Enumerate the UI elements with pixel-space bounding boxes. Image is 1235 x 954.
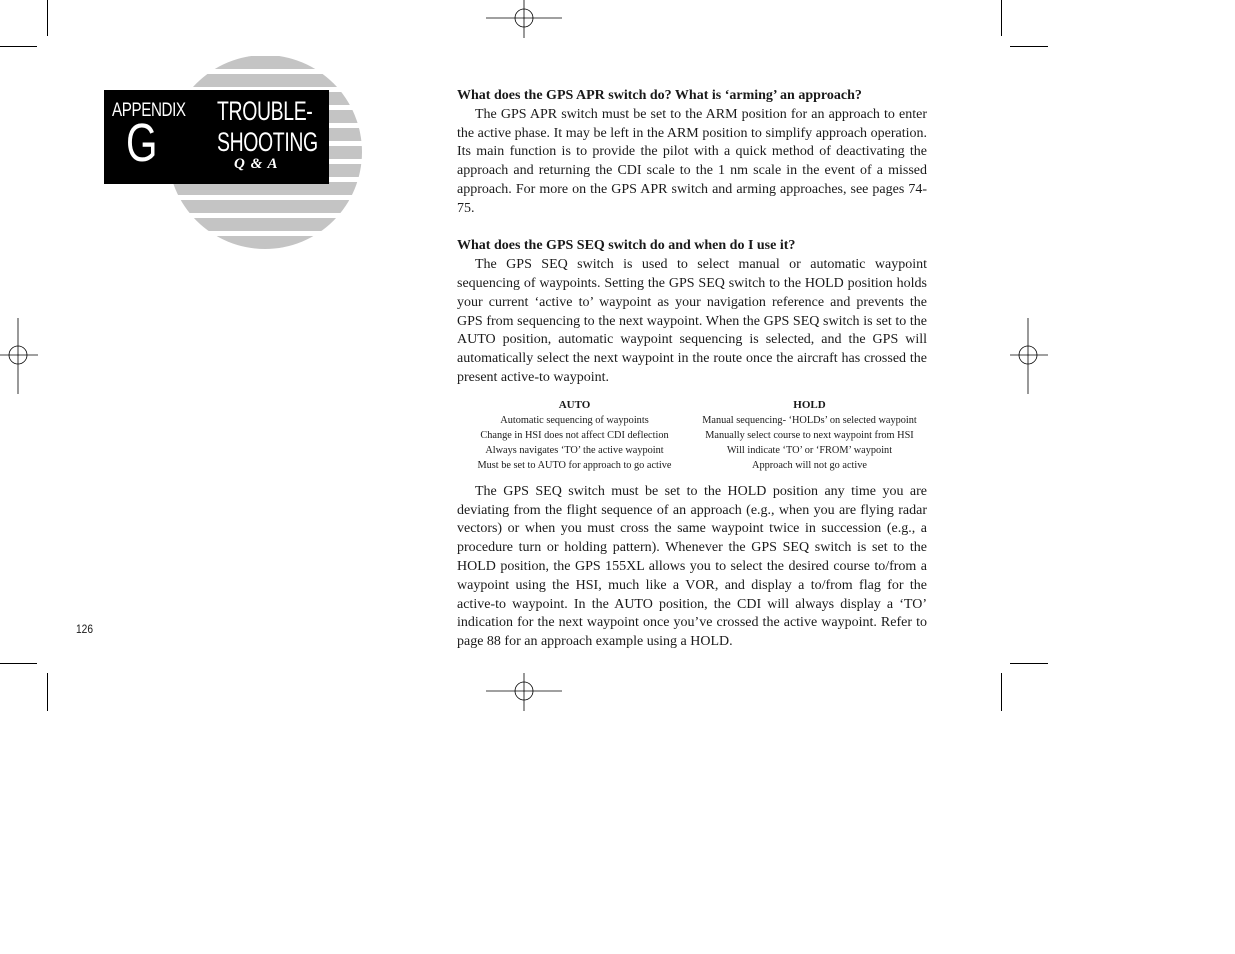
page-number: 126: [76, 622, 94, 636]
appendix-letter: G: [126, 113, 158, 173]
table-row: Change in HSI does not affect CDI deflection: [480, 429, 669, 441]
section-title-line-1: TROUBLE-: [217, 96, 313, 126]
registration-mark-icon: [0, 318, 38, 394]
registration-mark-icon: [486, 0, 562, 38]
crop-mark: [47, 673, 48, 711]
registration-mark-icon: [1010, 318, 1048, 394]
registration-mark-icon: [486, 673, 562, 711]
answer-paragraph: The GPS APR switch must be set to the ARM position for an approach to enter the active phase. It may be left in the ARM position to simplify approach operation. Its main function is to provide the pilot with a quick method of deactivating the approach and returning the CDI scale to the 1 nm scale in the event of a missed approach. For more on the GPS APR switch and arming approaches, see pages 74-75.: [457, 106, 927, 216]
table-row: Approach will not go active: [752, 459, 867, 471]
section-subtitle: Q & A: [234, 156, 279, 172]
section-title-line-2: SHOOTING: [217, 127, 318, 157]
table-row: Automatic sequencing of waypoints: [500, 414, 649, 426]
table-row: Manually select course to next waypoint from HSI: [705, 429, 914, 441]
closing-paragraph: The GPS SEQ switch must be set to the HOLD position any time you are deviating from the flight sequence of an approach (e.g., when you are flying radar vectors) or when you must cross the same waypoint twice in succession (e.g., a procedure turn or holding pattern). Whenever the GPS SEQ switch is set to the HOLD position, the GPS 155XL allows you to select the desired course to/from a waypoint using the HSI, much like a VOR, and display a to/from flag for the active-to waypoint. In the AUTO position, the CDI will always display a ‘TO’ indication for the next waypoint once you’ve crossed the active waypoint. Refer to page 88 for an approach example using a HOLD.: [457, 483, 927, 650]
hold-heading: HOLD: [793, 398, 826, 411]
crop-mark: [1010, 46, 1048, 47]
hold-column: [692, 398, 927, 473]
table-row: Always navigates ‘TO’ the active waypoint: [485, 444, 664, 456]
answer-paragraph: The GPS SEQ switch is used to select manual or automatic waypoint sequencing of waypoints. Setting the GPS SEQ switch to the HOLD position holds your current ‘active to’ waypoint as your navigation reference and prevents the GPS from sequencing to the next waypoint. When the GPS SEQ switch is set to the AUTO position, automatic waypoint sequencing is selected, and the GPS will automatically select the next waypoint in the route once the aircraft has crossed the present active-to waypoint.: [457, 257, 927, 385]
question-heading: What does the GPS APR switch do? What is ‘arming’ an approach?: [457, 88, 862, 103]
crop-mark: [0, 663, 37, 664]
crop-mark: [1001, 673, 1002, 711]
auto-heading: AUTO: [558, 398, 591, 411]
main-content: [457, 87, 927, 652]
table-row: Must be set to AUTO for approach to go active: [477, 459, 672, 471]
crop-mark: [1001, 0, 1002, 36]
table-row: Will indicate ‘TO’ or ‘FROM’ waypoint: [726, 444, 893, 456]
comparison-table: [457, 398, 927, 473]
table-row: Manual sequencing- ‘HOLDs’ on selected waypoint: [702, 414, 917, 426]
appendix-tab: [104, 90, 329, 184]
crop-mark: [0, 46, 37, 47]
crop-mark: [1010, 663, 1048, 664]
crop-mark: [47, 0, 48, 36]
question-heading: What does the GPS SEQ switch do and when do I use it?: [457, 238, 796, 254]
appendix-label: APPENDIX: [112, 100, 186, 121]
auto-column: [457, 398, 692, 473]
